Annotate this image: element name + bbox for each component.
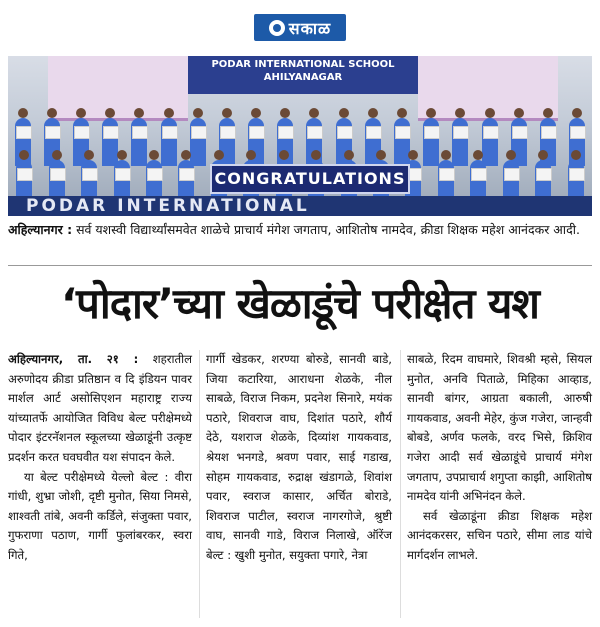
logo-text: सकाळ — [288, 18, 332, 38]
photo-caption — [8, 219, 592, 240]
column-divider — [400, 350, 401, 618]
article-paragraph: या बेल्ट परीक्षेमध्ये येल्लो बेल्ट : वीरा गांधी, शुभ्रा जोशी, दृष्टी मुनोत, सिया निमसे, शाश्वती तांबे, अवनी कर्डिले, संजुक्ता पवार, गुफराणा पठाण, गार्गी फुलांबरकर, स्वरा गिते, — [8, 469, 192, 562]
article-column-3 — [407, 350, 592, 566]
article-paragraph: सर्व खेळाडूंना क्रीडा शिक्षक महेश आनंदकरसर, सचिन पठारे, सीमा लाड यांचे मार्गदर्शन लाभले. — [407, 508, 592, 562]
photo-banner-title — [188, 58, 418, 84]
headline: ‘पोदार’च्या खेळाडूंचे परीक्षेत यश — [61, 279, 539, 328]
article-paragraph: साबळे, रिदम वाघमारे, शिवश्री म्हसे, सियल मुनोत, अनवि पिताळे, मिहिका आव्हाड, सानवी बांगर, आग्रता बकाली, आरुषी गायकवाड, अवनी मेहेर, कुंज गजेरा, जान्हवी बोबडे, अर्णव फलके, वरद भिसे, क्रिशिव गजेरा आदी सर्व खेळाडूंचे प्राचार्य मंगेश जगताप, उपप्राचार्य शगुप्ता काझी, आशितोष नामदेव यांनी अभिनंदन केले. — [407, 352, 592, 504]
students-back-row — [8, 118, 592, 166]
newspaper-logo — [254, 14, 346, 41]
floor-banner-text: PODAR INTERNATIONAL — [8, 196, 592, 216]
news-photo — [8, 56, 592, 216]
photo-banner-city: AHILYANAGAR — [263, 72, 343, 83]
photo-banner-school: PODAR INTERNATIONAL SCHOOL — [211, 59, 395, 70]
congratulations-banner: CONGRATULATIONS — [210, 164, 410, 194]
caption-place: अहिल्यानगर : — [8, 222, 73, 237]
dateline: अहिल्यानगर, ता. २१ : — [8, 352, 139, 366]
masthead — [0, 0, 600, 52]
article-column-2 — [206, 350, 392, 566]
column-divider — [199, 350, 200, 618]
article-paragraph: गार्गी खेडकर, शरण्या बोरुडे, सानवी बाडे, जिया कटारिया, आराधना शेळके, नील साबळे, विराज निकम, प्रदनेश सिनारे, मयंक पठारे, शिवराज वाघ, दिशांत पठारे, शौर्य देठे, यशराज शेळके, दिव्यांश गायकवाड, श्रेयश भनगडे, श्रवण पवार, साई गडाख, सोहम गायकवाड, रुद्राक्ष खंडागळे, शिवांश पवार, स्वराज कासार, अर्चित बोराडे, शिवराज पाटील, स्वराज नागरगोजे, श्रुष्टी वाघ, सानवी गाडे, विराज निलाखे, ऑरेंज बेल्ट : खुशी मुनोत, सयुक्ता पगारे, नेत्रा — [206, 352, 392, 562]
article-text: शहरातील अरुणोदय क्रीडा प्रतिष्ठान व दि इंडियन पावर मार्शल आर्ट असोसिएशन महाराष्ट्र राज्य यांच्यातर्फे आयोजित विविध बेल्ट परीक्षेमध्ये पोदार इंटरनॅशनल स्कूलच्या खेळाडूंनी उत्कृष्ट प्रदर्शन करत घवघवीत यश संपादन केले. — [8, 352, 193, 464]
sun-emblem-icon — [269, 20, 285, 36]
caption-divider — [8, 265, 592, 266]
caption-text: सर्व यशस्वी विद्यार्थ्यांसमवेत शाळेचे प्राचार्य मंगेश जगताप, आशितोष नामदेव, क्रीडा शिक्षक महेश आनंदकर आदी. — [76, 222, 580, 237]
article-column-1 — [8, 350, 192, 566]
article-paragraph — [8, 350, 192, 468]
